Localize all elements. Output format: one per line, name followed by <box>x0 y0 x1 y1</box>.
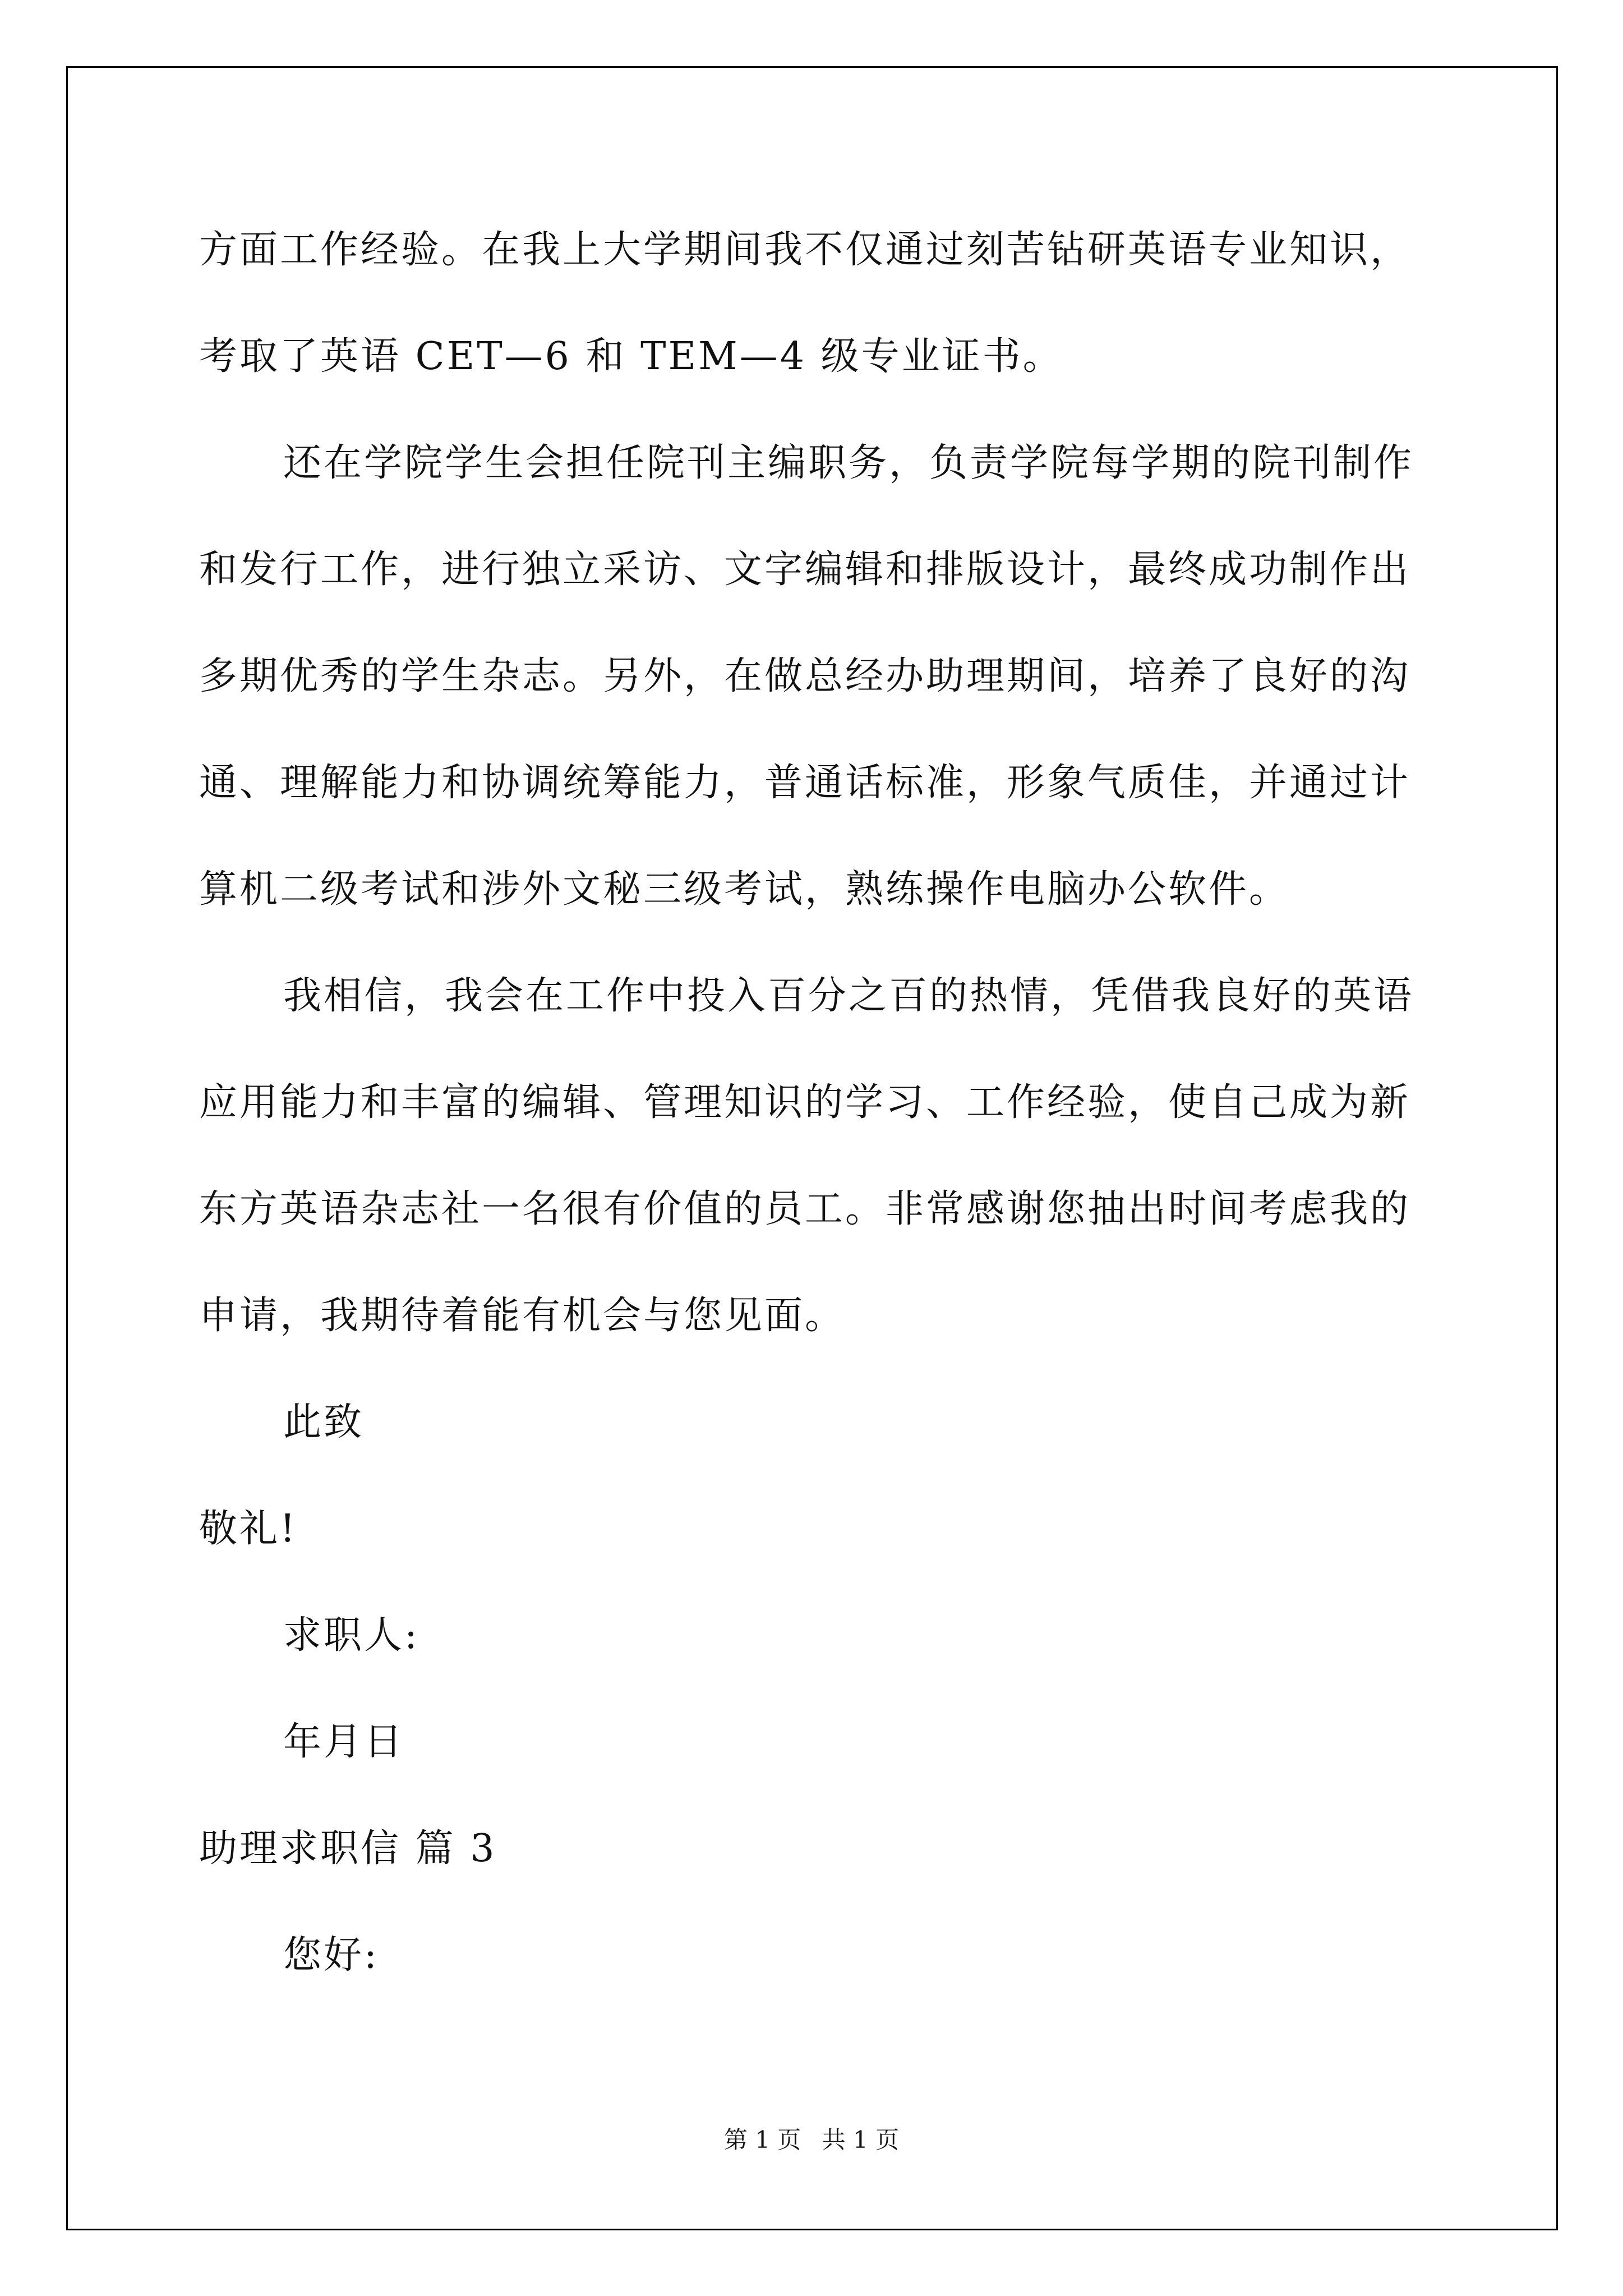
paragraph-line: 我相信，我会在工作中投入百分之百的热情，凭借我良好的英语 <box>283 974 1414 1018</box>
paragraph-line: 和发行工作，进行独立采访、文字编辑和排版设计，最终成功制作出 <box>199 547 1411 592</box>
paragraph-line: 多期优秀的学生杂志。另外，在做总经办助理期间，培养了良好的沟 <box>199 654 1411 698</box>
paragraph-line: 考取了英语 CET—6 和 TEM—4 级专业证书。 <box>199 334 1063 379</box>
date-line: 年月日 <box>283 1720 405 1764</box>
page-border <box>66 66 1558 2230</box>
applicant-label: 求职人: <box>283 1613 419 1658</box>
page-number-current: 第 1 页 <box>723 2126 801 2154</box>
paragraph-line: 通、理解能力和协调统筹能力，普通话标准，形象气质佳，并通过计 <box>199 761 1411 805</box>
section-heading: 助理求职信 篇 3 <box>199 1826 497 1871</box>
closing-salutation: 此致 <box>283 1400 365 1444</box>
paragraph-line: 应用能力和丰富的编辑、管理知识的学习、工作经验，使自己成为新 <box>199 1080 1411 1125</box>
paragraph-line: 申请，我期待着能有机会与您见面。 <box>199 1294 846 1338</box>
paragraph-line: 算机二级考试和涉外文秘三级考试，熟练操作电脑办公软件。 <box>199 867 1290 912</box>
page-footer <box>0 2128 1623 2152</box>
paragraph-line: 东方英语杂志社一名很有价值的员工。非常感谢您抽出时间考虑我的 <box>199 1187 1411 1231</box>
paragraph-line: 方面工作经验。在我上大学期间我不仅通过刻苦钻研英语专业知识， <box>199 228 1411 272</box>
greeting: 您好: <box>283 1933 379 1977</box>
page-number-total: 共 1 页 <box>822 2126 900 2154</box>
closing-regards: 敬礼! <box>199 1507 298 1551</box>
paragraph-line: 还在学院学生会担任院刊主编职务，负责学院每学期的院刊制作 <box>283 441 1414 485</box>
